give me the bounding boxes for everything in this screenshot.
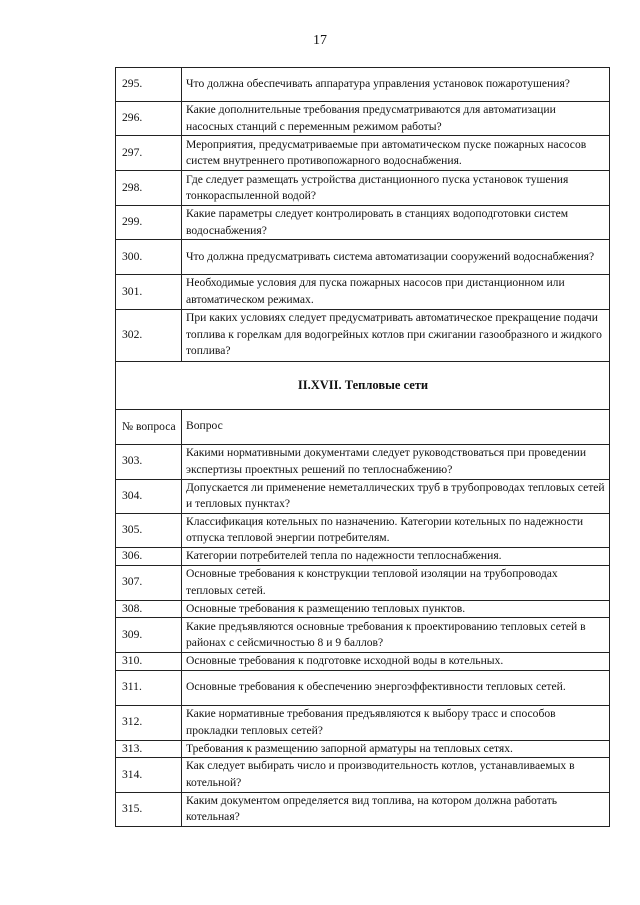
table-row	[116, 670, 610, 705]
table-row	[116, 68, 610, 102]
column-header-number: № вопроса	[116, 409, 182, 444]
question-number: 314.	[116, 758, 182, 792]
table-row	[116, 102, 610, 136]
question-number: 309.	[116, 618, 182, 653]
table-row	[116, 653, 610, 671]
table-row	[116, 309, 610, 361]
section-heading-row	[116, 361, 610, 409]
question-text: Основные требования к обеспечению энергоэффективности тепловых сетей.	[182, 670, 610, 705]
question-text: Какие параметры следует контролировать в станциях водоподготовки систем водоснабжения?	[182, 206, 610, 240]
table-row	[116, 240, 610, 275]
question-text: Какие предъявляются основные требования к проектированию тепловых сетей в районах с сейсмичностью 8 и 9 баллов?	[182, 618, 610, 653]
question-text: Что должна обеспечивать аппаратура управления установок пожаротушения?	[182, 68, 610, 102]
question-number: 300.	[116, 240, 182, 275]
question-text: При каких условиях следует предусматривать автоматическое прекращение подачи топлива к горелкам для водогрейных котлов при сжигании газообразного и жидкого топлива?	[182, 309, 610, 361]
question-text: Требования к размещению запорной арматуры на тепловых сетях.	[182, 740, 610, 758]
table-row	[116, 600, 610, 618]
table-row	[116, 565, 610, 600]
question-text: Какие нормативные требования предъявляются к выбору трасс и способов прокладки тепловых сетей?	[182, 705, 610, 740]
table-row	[116, 171, 610, 206]
column-header-question: Вопрос	[182, 409, 610, 444]
question-number: 303.	[116, 444, 182, 479]
table-row	[116, 758, 610, 792]
question-number: 297.	[116, 136, 182, 171]
question-number: 301.	[116, 275, 182, 309]
question-text: Основные требования к размещению тепловых пунктов.	[182, 600, 610, 618]
question-text: Какие дополнительные требования предусматриваются для автоматизации насосных станций с переменным режимом работы?	[182, 102, 610, 136]
question-number: 299.	[116, 206, 182, 240]
question-number: 308.	[116, 600, 182, 618]
question-number: 307.	[116, 565, 182, 600]
questions-table	[115, 67, 610, 827]
section-title: II.XVII. Тепловые сети	[116, 361, 610, 409]
table-row	[116, 792, 610, 826]
page-number: 17	[313, 33, 327, 48]
question-number: 305.	[116, 513, 182, 547]
question-text: Категории потребителей тепла по надежности теплоснабжения.	[182, 547, 610, 565]
question-number: 313.	[116, 740, 182, 758]
table-row	[116, 275, 610, 309]
question-number: 311.	[116, 670, 182, 705]
question-text: Каким документом определяется вид топлива, на котором должна работать котельная?	[182, 792, 610, 826]
question-text: Как следует выбирать число и производительность котлов, устанавливаемых в котельной?	[182, 758, 610, 792]
table-row	[116, 206, 610, 240]
question-text: Основные требования к подготовке исходной воды в котельных.	[182, 653, 610, 671]
table-row	[116, 479, 610, 513]
question-number: 295.	[116, 68, 182, 102]
table-row	[116, 513, 610, 547]
table-row	[116, 740, 610, 758]
question-text: Классификация котельных по назначению. Категории котельных по надежности отпуска тепловой энергии потребителям.	[182, 513, 610, 547]
question-number: 312.	[116, 705, 182, 740]
question-text: Необходимые условия для пуска пожарных насосов при дистанционном или автоматическом режимах.	[182, 275, 610, 309]
question-number: 310.	[116, 653, 182, 671]
table-row	[116, 705, 610, 740]
table-header-row	[116, 409, 610, 444]
question-text: Что должна предусматривать система автоматизации сооружений водоснабжения?	[182, 240, 610, 275]
table-row	[116, 547, 610, 565]
question-number: 315.	[116, 792, 182, 826]
table-row	[116, 136, 610, 171]
question-number: 298.	[116, 171, 182, 206]
question-text: Основные требования к конструкции тепловой изоляции на трубопроводах тепловых сетей.	[182, 565, 610, 600]
question-number: 302.	[116, 309, 182, 361]
question-number: 306.	[116, 547, 182, 565]
table-row	[116, 444, 610, 479]
question-text: Где следует размещать устройства дистанционного пуска установок тушения тонкораспыленной водой?	[182, 171, 610, 206]
table-row	[116, 618, 610, 653]
question-text: Допускается ли применение неметаллических труб в трубопроводах тепловых сетей и тепловых пунктах?	[182, 479, 610, 513]
question-number: 296.	[116, 102, 182, 136]
question-number: 304.	[116, 479, 182, 513]
question-text: Мероприятия, предусматриваемые при автоматическом пуске пожарных насосов систем внутреннего противопожарного водоснабжения.	[182, 136, 610, 171]
question-text: Какими нормативными документами следует руководствоваться при проведении экспертизы проектных решений по теплоснабжению?	[182, 444, 610, 479]
